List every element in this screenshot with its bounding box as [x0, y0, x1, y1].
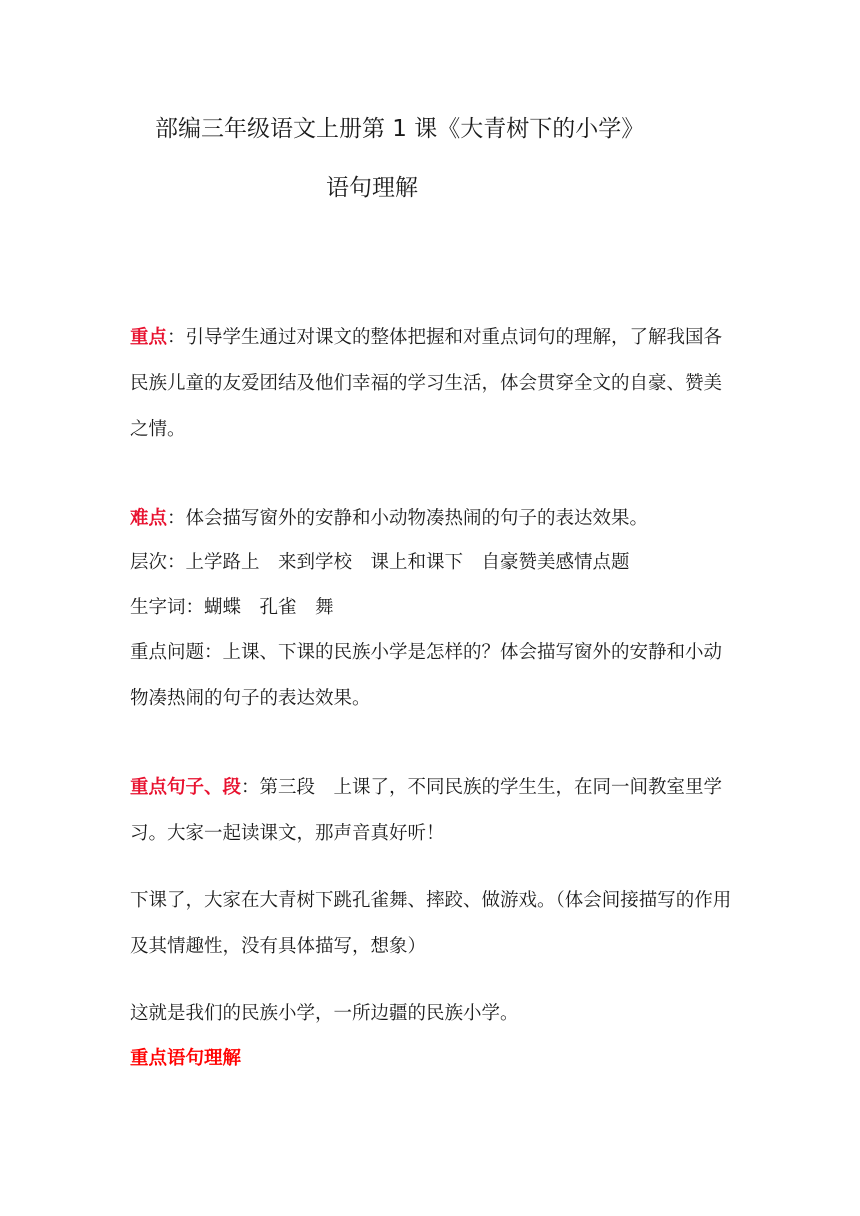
focus-paragraph	[130, 315, 736, 453]
difficulty-label: 难点	[130, 508, 168, 529]
levels-line: 层次：上学路上 来到学校 课上和课下 自豪赞美感情点题	[130, 552, 630, 573]
key-sentences-text: ：第三段 上课了，不同民族的学生生，在同一间教室里学习。大家一起读课文，那声音真好听！	[130, 777, 723, 844]
difficulty-paragraph	[130, 504, 648, 534]
focus-label: 重点	[130, 327, 168, 348]
document-subtitle: 语句理解	[326, 175, 418, 201]
closing-line: 这就是我们的民族小学，一所边疆的民族小学。	[130, 1003, 519, 1024]
section-heading: 重点语句理解	[130, 1048, 242, 1069]
after-class-paragraph: 下课了，大家在大青树下跳孔雀舞、摔跤、做游戏。（体会间接描写的作用及其情趣性，没有具体描写，想象）	[130, 890, 732, 957]
document-title: 部编三年级语文上册第 1 课《大青树下的小学》	[155, 116, 645, 142]
new-words-line: 生字词：蝴蝶 孔雀 舞	[130, 597, 334, 618]
difficulty-text: ：体会描写窗外的安静和小动物凑热闹的句子的表达效果。	[167, 508, 649, 529]
key-sentences-paragraph	[130, 765, 736, 857]
key-question-paragraph: 重点问题：上课、下课的民族小学是怎样的？体会描写窗外的安静和小动物凑热闹的句子的表达效果。	[130, 642, 723, 709]
focus-text: ：引导学生通过对课文的整体把握和对重点词句的理解，了解我国各民族儿童的友爱团结及他们幸福的学习生活，体会贯穿全文的自豪、赞美之情。	[130, 327, 723, 440]
key-sentences-label: 重点句子、段	[130, 777, 242, 798]
